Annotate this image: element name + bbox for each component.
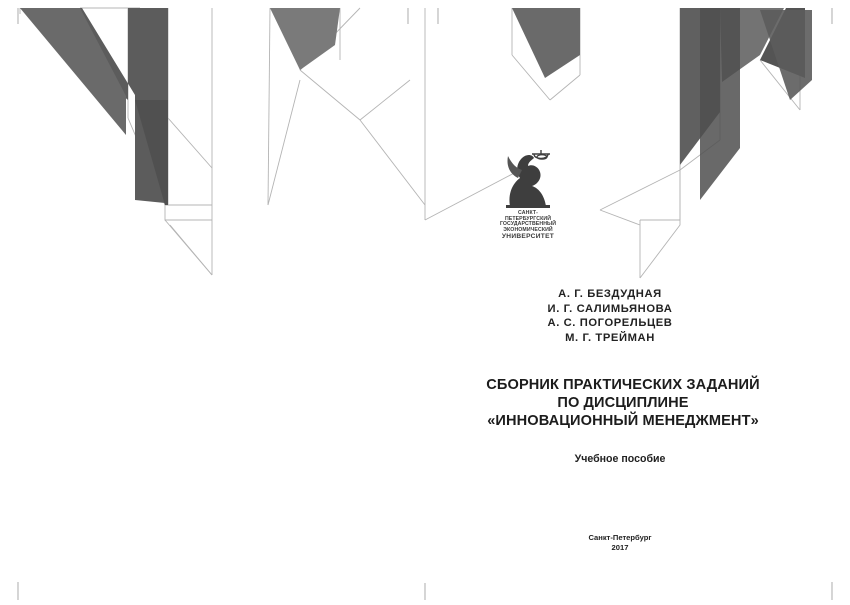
title-line: «ИННОВАЦИОННЫЙ МЕНЕДЖМЕНТ» xyxy=(487,413,759,429)
imprint xyxy=(560,533,680,553)
imprint-year: 2017 xyxy=(611,543,629,552)
author-name: А. С. ПОГОРЕЛЬЦЕВ xyxy=(547,317,673,330)
author-name: И. Г. САЛИМЬЯНОВА xyxy=(547,302,673,315)
university-name-line: САНКТ-ПЕТЕРБУРГСКИЙ xyxy=(504,210,552,222)
university-logo xyxy=(496,148,560,241)
book-title xyxy=(438,376,808,430)
university-name-line: ГОСУДАРСТВЕННЫЙ xyxy=(499,221,557,228)
title-line: СБОРНИК ПРАКТИЧЕСКИХ ЗАДАНИЙ xyxy=(486,377,760,393)
title-line: ПО ДИСЦИПЛИНЕ xyxy=(557,395,689,411)
grey-shapes xyxy=(20,8,812,205)
griffin-with-scales-icon xyxy=(496,148,560,210)
imprint-city: Санкт-Петербург xyxy=(588,533,652,542)
university-name xyxy=(496,211,560,241)
author-name: А. Г. БЕЗДУДНАЯ xyxy=(558,288,662,300)
university-name-last: УНИВЕРСИТЕТ xyxy=(501,233,555,241)
author-list xyxy=(470,287,750,345)
university-name-line: ЭКОНОМИЧЕСКИЙ xyxy=(503,226,553,233)
author-name: М. Г. ТРЕЙМАН xyxy=(565,331,655,344)
book-subtitle: Учебное пособие xyxy=(574,453,666,465)
